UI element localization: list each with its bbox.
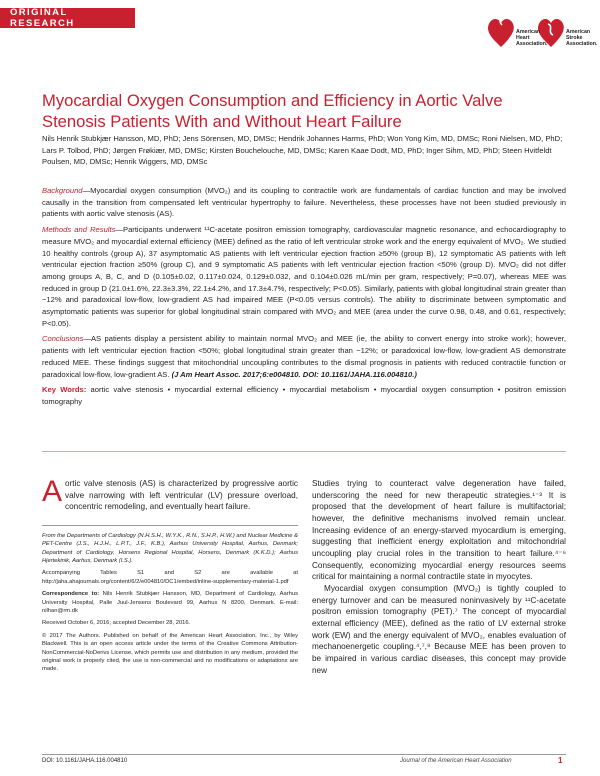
supplementary-note: Accompanying Tables S1 and S2 are available at http://jaha.ahajournals.org/content/6/2/e004810/DC1/embed/inline-supplementary-material-1.pdf — [42, 570, 298, 585]
aha-asa-logo — [486, 10, 598, 52]
asa-name-line: American — [566, 29, 591, 35]
keywords — [42, 384, 566, 407]
affiliations: From the Departments of Cardiology (N.H.S.H., W.Y.K., R.N., S.H.P., H.W.) and Nuclear Medicine & PET-Centre (J.S., H.J.H., L.P.T., J.F., K.B.), Aarhus University Hospital, Aarhus, Denmark; Department of Cardiology, Horsens Regional Hospital, Horsens, Denmark (K.K.D.); Aarhus Hjertekinik, Aarhus, Denmark (I.S.). — [42, 532, 298, 564]
aha-name-line: Heart — [516, 35, 530, 41]
abstract-divider — [42, 451, 566, 452]
conclusions-label: Conclusions — [42, 334, 84, 344]
background-label: Background — [42, 186, 83, 195]
intro-text: ortic valve stenosis (AS) is characterized by progressive aortic valve narrowing with left ventricular (LV) pressure overload, concentric remodeling, and eventually heart failure. — [65, 479, 298, 512]
abstract-background — [42, 185, 566, 220]
footer-journal: Journal of the American Heart Association — [400, 758, 512, 764]
abstract-conclusions — [42, 333, 566, 380]
background-text: —Myocardial oxygen consumption (MVO₂) and its coupling to contractile work are fundamentals of cardiac function and may be involved causally in the transition from compensated left ventricular hypertrophy to failure. Nevertheless, these processes have not been studied previously in patients with aortic valve stenosis (AS). — [42, 186, 566, 219]
aha-name-line: Association. — [516, 41, 548, 47]
abstract — [42, 185, 566, 412]
body-paragraph: Myocardial oxygen consumption (MVO₂) is tightly coupled to energy turnover and can be measured noninvasively by ¹¹C-acetate positron emission tomography (PET).⁷ The concept of myocardial external efficiency (MEE), defined as the ratio of LV external stroke work (EW) and the energy equivalent of MVO₂, enables evaluation of mechanoenergetic coupling.⁴,⁷,⁸ Because MEE has been proven to be impaired in various cardiac diseases, this concept may provide new — [312, 583, 566, 675]
correspondence — [42, 590, 298, 615]
correspondence-label: Correspondence to: — [42, 591, 100, 598]
article-title: Myocardial Oxygen Consumption and Efficiency in Aortic Valve Stenosis Patients With and Without Heart Failure — [42, 91, 503, 131]
conclusions-text: —AS patients display a persistent ability to maintain normal MVO₂ and MEE (ie, the ability to convert energy into stroke work); however, patients with left ventricular ejection fraction <50%; global longitudinal strain greater than −12%; or paradoxical low-flow, low-gradient AS demonstrate reduced MEE. These findings suggest that mitochondrial uncoupling contributes to the dismal prognosis in patients with reduced contractile function or paradoxical low-flow, low-gradient AS. — [42, 334, 566, 379]
drop-cap: A — [42, 475, 63, 508]
license-text: © 2017 The Authors. Published on behalf of the American Heart Association, Inc., by Wiley Blackwell. This is an open access article under the terms of the Creative Commons Attribution-NonCommercial-NoDerivs License, which permits use and distribution in any medium, provided the original work is properly cited, the use is non-commercial and no modifications or adaptations are made. — [42, 632, 298, 673]
footnotes — [42, 532, 298, 674]
methods-text: —Participants underwent ¹¹C-acetate positron emission tomography, cardiovascular magnetic resonance, and echocardiography to measure MVO₂ and myocardial external efficiency (MEE) defined as the ratio of left ventricular stroke work and the energy equivalent of MVO₂. We studied 10 healthy controls (group A), 37 asymptomatic AS patients with left ventricular ejection fraction ≥50% (group B), 12 symptomatic AS patients with left ventricular ejection fraction ≥50% (group C), and 9 symptomatic AS patients with left ventricular ejection fraction <50% (group D). MVO₂ did not differ among groups A, B, C, and D (0.105±0.02, 0.117±0.024, 0.129±0.032, and 0.104±0.026 mL/min per gram, respectively; P=0.07), whereas MEE was reduced in group D (21.0±1.6%, 22.3±3.3%, 22.1±4.2%, and 17.3±4.7%, respectively; P<0.05). Similarly, patients with global longitudinal strain greater than −12% and paradoxical low-flow, low-gradient AS had impaired MEE (P<0.05 versus controls). The ability to discriminate between symptomatic and asymptomatic patients was superior for global longitudinal strain compared with MVO₂ and MEE (area under the curve 0.98, 0.48, and 0.61, respectively; P<0.05). — [42, 225, 566, 328]
abstract-methods — [42, 224, 566, 329]
footer-doi: DOI: 10.1161/JAHA.116.004810 — [42, 758, 128, 764]
citation: (J Am Heart Assoc. 2017;6:e004810. DOI: 10.1161/JAHA.116.004810.) — [171, 369, 417, 379]
intro-paragraph — [42, 475, 298, 513]
aha-name-line: American — [516, 29, 541, 35]
methods-label: Methods and Results — [42, 225, 116, 235]
footnote-divider — [42, 525, 298, 526]
footer-divider — [42, 754, 566, 755]
page-number: 1 — [558, 756, 563, 765]
right-column — [312, 478, 566, 676]
correspondence-text: Nils Henrik Stubkjær Hansson, MD, Department of Cardiology, Aarhus University Hospital, Palle Juul-Jensens Boulevard 99, Aarhus N 8200, Denmark. E-mail: nilhan@rm.dk — [42, 591, 299, 615]
received-dates: Received October 6, 2016; accepted December 28, 2016. — [42, 620, 191, 627]
section-banner: ORIGINAL RESEARCH — [0, 8, 135, 28]
author-list: Nils Henrik Stubkjær Hansson, MD, PhD; Jens Sörensen, MD, DMSc; Hendrik Johannes Harms, PhD; Won Yong Kim, MD, DMSc; Roni Nielsen, MD, PhD; Lars P. Tolbod, PhD; Jørgen Frøkiær, MD, DMSc; Kirsten Bouchelouche, MD, DMSc; Karen Kaae Dodt, MD, PhD; Inger Sihm, MD, PhD; Steen Hvitfeldt Poulsen, MD, DMSc; Henrik Wiggers, MD, DMSc — [42, 134, 563, 167]
keywords-text: aortic valve stenosis • myocardial external efficiency • myocardial metabolism • myocardial oxygen consumption • positron emission tomography — [42, 385, 567, 406]
body-paragraph: Studies trying to counteract valve degeneration have failed, underscoring the need for new therapeutic strategies.¹⁻³ It is proposed that the development of heart failure is multifactorial; however, the definitive mechanisms involved remain unclear. Increasing evidence of an energy-starved myocardium is emerging, suggesting that inefficient energy exploitation and mitochondrial uncoupling play crucial roles in the transition to heart failure.⁴⁻⁶ Consequently, economizing myocardial energy resources seems critical for maintaining a normal contractile state in myocytes. — [312, 479, 566, 582]
asa-name-line: Association. — [566, 41, 598, 47]
left-column — [42, 475, 299, 678]
keywords-label: Key Words: — [42, 385, 87, 395]
asa-name-line: Stroke — [566, 35, 583, 41]
